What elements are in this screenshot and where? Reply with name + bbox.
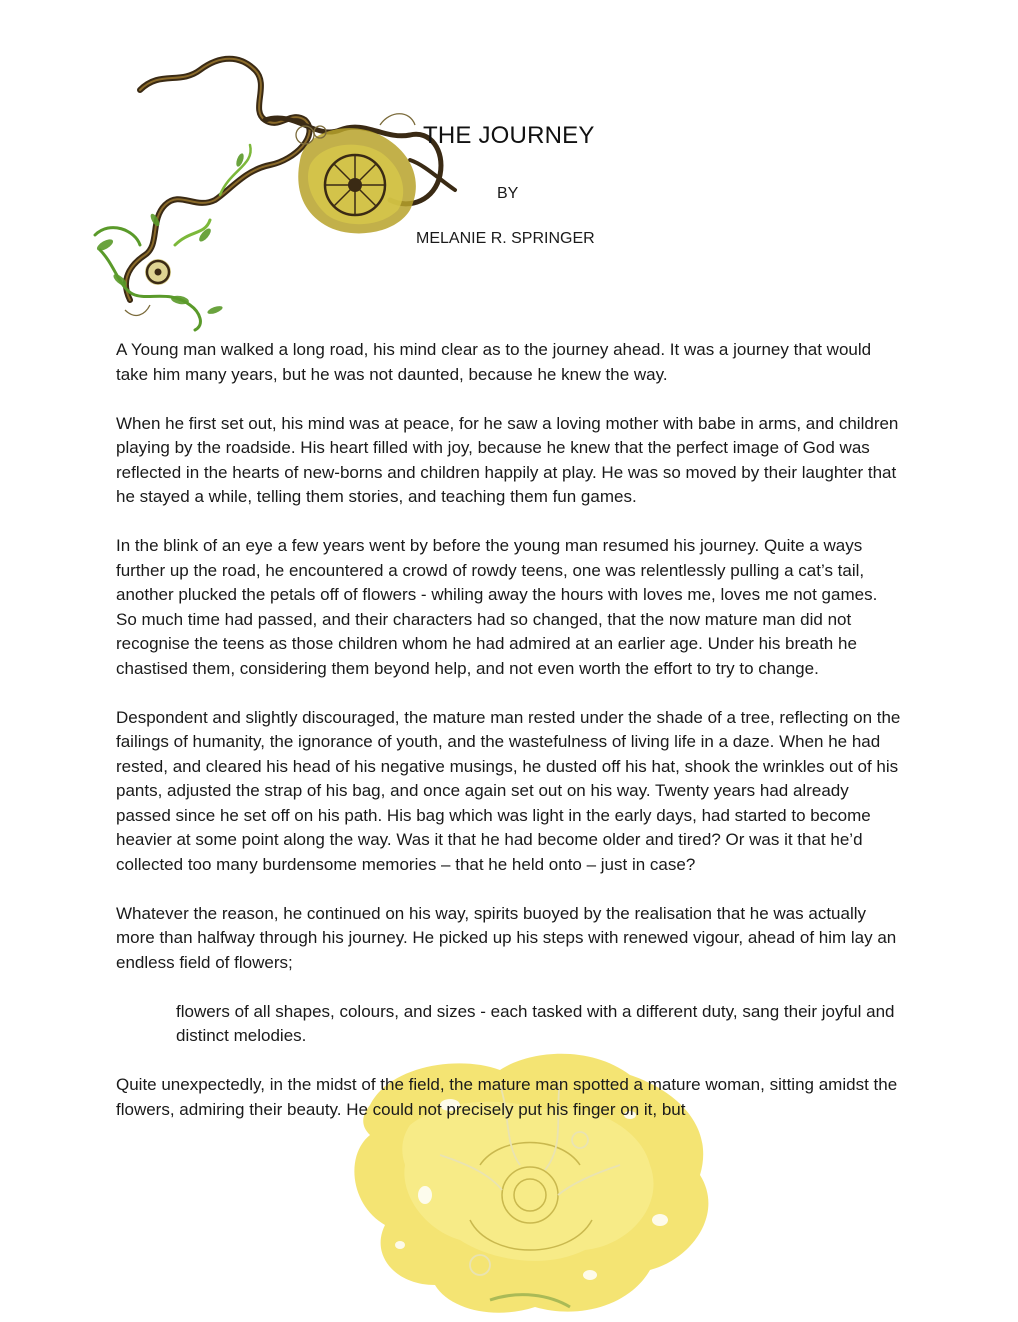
vine-illustration: [80, 50, 480, 340]
indented-paragraph: flowers of all shapes, colours, and sizes - each tasked with a different duty, sang their joyful and distinct melodies.: [176, 1001, 895, 1045]
paragraph: Quite unexpectedly, in the midst of the field, the mature man spotted a mature woman, sitting amidst the flowers, admiring their beauty. He could not precisely put his finger on it, but: [116, 1075, 898, 1119]
paragraph: In the blink of an eye a few years went by before the young man resumed his journey. Quite a ways further up the road, he encountered a crowd of rowdy teens, one was relentlessly pulling a cat’s tail, another plucked the petals off of flowers - whiling away the hours with loves me, loves me not games. So much time had passed, and their characters had so changed, that the now mature man did not recognise the teens as those children whom he had admired at an earlier age. Under his breath he chastised them, considering them beyond help, and not even worth the effort to try to change.: [116, 536, 878, 678]
story-body: [116, 338, 901, 1122]
paragraph: A Young man walked a long road, his mind clear as to the journey ahead. It was a journey that would take him many years, but he was not daunted, because he knew the way.: [116, 340, 872, 384]
paragraph: Whatever the reason, he continued on his way, spirits buoyed by the realisation that he was actually more than halfway through his journey. He picked up his steps with renewed vigour, ahead of him lay an endless field of flowers;: [116, 903, 897, 972]
byline-label: BY: [497, 185, 519, 202]
paragraph: When he first set out, his mind was at peace, for he saw a loving mother with babe in arms, and children playing by the roadside. His heart filled with joy, because he knew that the perfect image of God was reflected in the hearts of new-borns and children happily at play. He was so moved by their laughter that he stayed a while, telling them stories, and teaching them fun games.: [116, 413, 899, 506]
author-name: MELANIE R. SPRINGER: [416, 230, 595, 247]
paragraph: Despondent and slightly discouraged, the mature man rested under the shade of a tree, reflecting on the failings of humanity, the ignorance of youth, and the wastefulness of living life in a daze. When he had rested, and cleared his head of his negative musings, he dusted off his hat, shook the wrinkles out of his pants, adjusted the strap of his bag, and once again set out on his way. Twenty years had already passed since he set off on his path. His bag which was light in the early days, had started to become heavier at some point along the way. Was it that he had become older and tired? Or was it that he’d collected too many burdensome memories – that he held onto – just in case?: [116, 707, 901, 874]
document-title: THE JOURNEY: [423, 122, 595, 149]
